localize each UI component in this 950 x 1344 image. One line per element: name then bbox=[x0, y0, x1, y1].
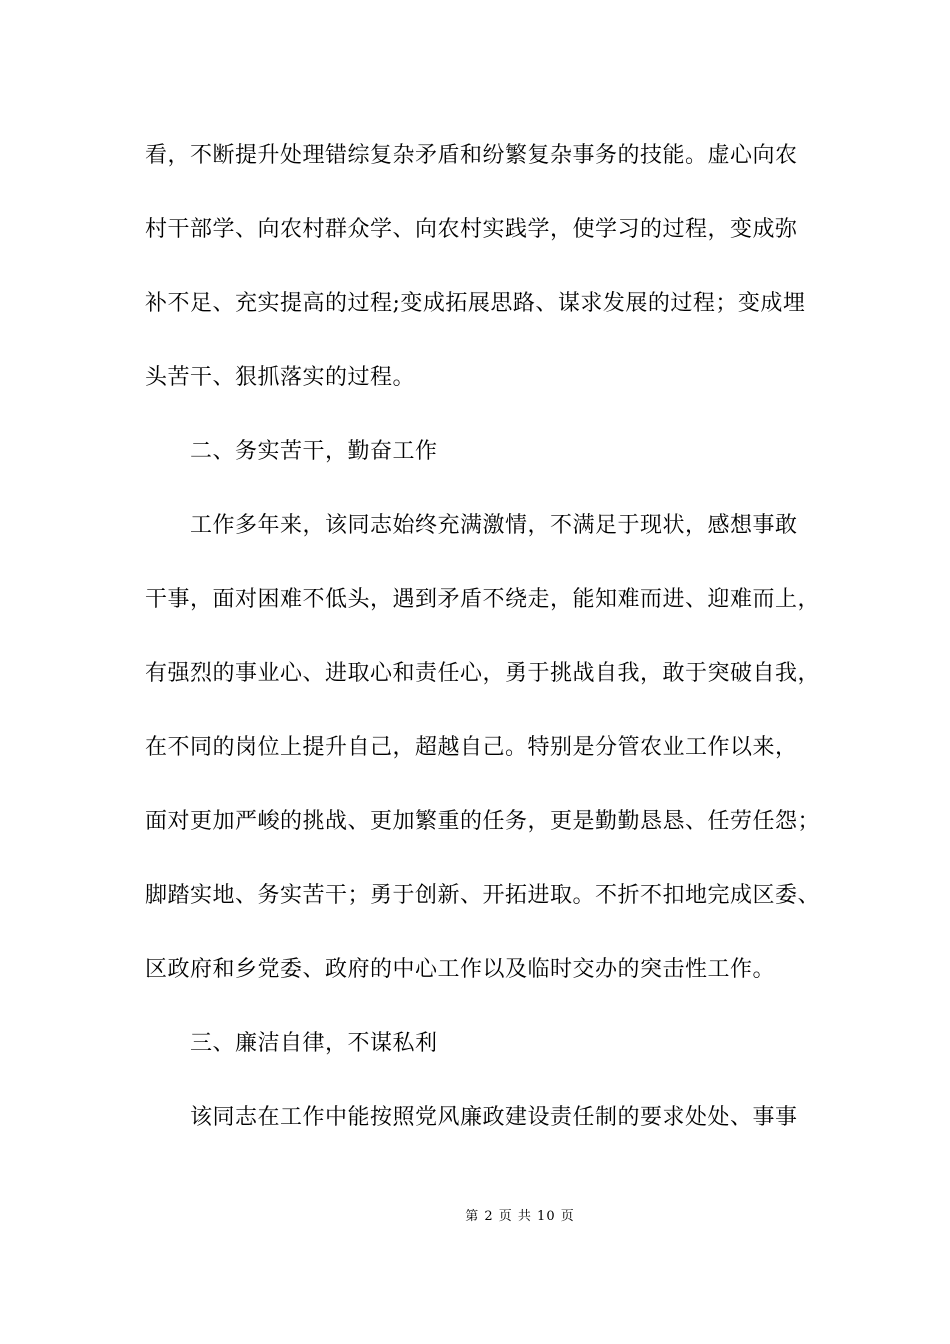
body-line-12: 区政府和乡党委、政府的中心工作以及临时交办的突击性工作。 bbox=[145, 957, 776, 982]
body-line-14: 该同志在工作中能按照党风廉政建设责任制的要求处处、事事 bbox=[190, 1105, 798, 1130]
body-line-6: 工作多年来，该同志始终充满激情，不满足于现状，感想事敢 bbox=[190, 513, 798, 538]
body-line-11: 脚踏实地、务实苦干；勇于创新、开拓进取。不折不扣地完成区委、 bbox=[145, 883, 821, 908]
body-line-8: 有强烈的事业心、进取心和责任心，勇于挑战自我，敢于突破自我， bbox=[145, 661, 821, 686]
section-heading-2: 二、务实苦干，勤奋工作 bbox=[190, 439, 438, 464]
page-number-footer: 第 2 页 共 10 页 bbox=[465, 1209, 575, 1224]
body-line-9: 在不同的岗位上提升自己，超越自己。特别是分管农业工作以来， bbox=[145, 735, 798, 760]
body-line-4: 头苦干、狠抓落实的过程。 bbox=[145, 365, 416, 390]
body-line-7: 干事，面对困难不低头，遇到矛盾不绕走，能知难而进、迎难而上， bbox=[145, 587, 821, 612]
body-line-2: 村干部学、向农村群众学、向农村实践学，使学习的过程，变成弥 bbox=[145, 217, 798, 242]
section-heading-3: 三、廉洁自律，不谋私利 bbox=[190, 1031, 438, 1056]
body-line-3: 补不足、充实提高的过程;变成拓展思路、谋求发展的过程；变成埋 bbox=[145, 291, 806, 316]
body-line-10: 面对更加严峻的挑战、更加繁重的任务，更是勤勤恳恳、任劳任怨； bbox=[145, 809, 821, 834]
body-line-1: 看，不断提升处理错综复杂矛盾和纷繁复杂事务的技能。虚心向农 bbox=[145, 143, 798, 168]
